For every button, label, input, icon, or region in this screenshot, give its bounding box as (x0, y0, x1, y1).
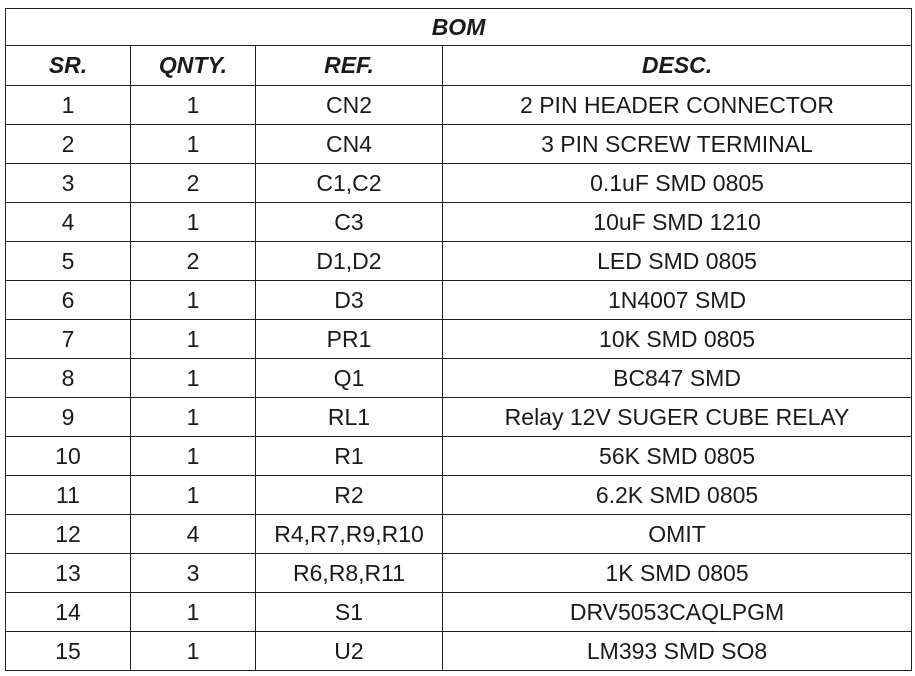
cell-sr: 14 (6, 593, 131, 632)
cell-desc: Relay 12V SUGER CUBE RELAY (443, 398, 912, 437)
cell-ref: Q1 (256, 359, 443, 398)
cell-sr: 12 (6, 515, 131, 554)
cell-ref: CN4 (256, 125, 443, 164)
cell-sr: 4 (6, 203, 131, 242)
cell-ref: PR1 (256, 320, 443, 359)
table-row (6, 398, 912, 437)
table-row (6, 515, 912, 554)
table-row (6, 125, 912, 164)
table-row (6, 203, 912, 242)
cell-desc: LM393 SMD SO8 (443, 632, 912, 671)
cell-sr: 11 (6, 476, 131, 515)
cell-ref: S1 (256, 593, 443, 632)
cell-desc: 56K SMD 0805 (443, 437, 912, 476)
cell-ref: CN2 (256, 86, 443, 125)
cell-sr: 8 (6, 359, 131, 398)
cell-desc: LED SMD 0805 (443, 242, 912, 281)
cell-qnty: 1 (131, 437, 256, 476)
cell-qnty: 1 (131, 86, 256, 125)
table-row (6, 554, 912, 593)
cell-sr: 13 (6, 554, 131, 593)
cell-sr: 5 (6, 242, 131, 281)
cell-sr: 2 (6, 125, 131, 164)
cell-qnty: 3 (131, 554, 256, 593)
table-title: BOM (6, 9, 912, 46)
cell-sr: 10 (6, 437, 131, 476)
header-row (6, 46, 912, 86)
header-qnty: QNTY. (131, 46, 256, 86)
cell-qnty: 2 (131, 164, 256, 203)
table-row (6, 437, 912, 476)
header-sr: SR. (6, 46, 131, 86)
cell-desc: 1N4007 SMD (443, 281, 912, 320)
header-ref: REF. (256, 46, 443, 86)
cell-qnty: 1 (131, 398, 256, 437)
cell-desc: DRV5053CAQLPGM (443, 593, 912, 632)
cell-qnty: 2 (131, 242, 256, 281)
bom-table (5, 8, 912, 671)
cell-desc: 0.1uF SMD 0805 (443, 164, 912, 203)
cell-desc: BC847 SMD (443, 359, 912, 398)
cell-ref: C1,C2 (256, 164, 443, 203)
table-row (6, 632, 912, 671)
cell-desc: 10K SMD 0805 (443, 320, 912, 359)
table-row (6, 242, 912, 281)
cell-desc: 3 PIN SCREW TERMINAL (443, 125, 912, 164)
cell-qnty: 1 (131, 125, 256, 164)
cell-ref: RL1 (256, 398, 443, 437)
cell-desc: 2 PIN HEADER CONNECTOR (443, 86, 912, 125)
table-row (6, 320, 912, 359)
cell-ref: R6,R8,R11 (256, 554, 443, 593)
cell-ref: U2 (256, 632, 443, 671)
cell-sr: 6 (6, 281, 131, 320)
table-row (6, 593, 912, 632)
table-row (6, 281, 912, 320)
table-row (6, 359, 912, 398)
cell-ref: R1 (256, 437, 443, 476)
cell-qnty: 4 (131, 515, 256, 554)
cell-qnty: 1 (131, 281, 256, 320)
cell-qnty: 1 (131, 476, 256, 515)
bom-body (6, 86, 912, 671)
cell-ref: C3 (256, 203, 443, 242)
table-row (6, 476, 912, 515)
title-row (6, 9, 912, 46)
table-row (6, 164, 912, 203)
cell-sr: 7 (6, 320, 131, 359)
cell-desc: OMIT (443, 515, 912, 554)
cell-ref: R2 (256, 476, 443, 515)
cell-sr: 9 (6, 398, 131, 437)
cell-qnty: 1 (131, 320, 256, 359)
cell-qnty: 1 (131, 359, 256, 398)
cell-qnty: 1 (131, 593, 256, 632)
cell-sr: 3 (6, 164, 131, 203)
cell-desc: 10uF SMD 1210 (443, 203, 912, 242)
cell-desc: 1K SMD 0805 (443, 554, 912, 593)
header-desc: DESC. (443, 46, 912, 86)
cell-ref: D1,D2 (256, 242, 443, 281)
cell-sr: 15 (6, 632, 131, 671)
cell-qnty: 1 (131, 632, 256, 671)
table-row (6, 86, 912, 125)
cell-qnty: 1 (131, 203, 256, 242)
cell-desc: 6.2K SMD 0805 (443, 476, 912, 515)
cell-ref: D3 (256, 281, 443, 320)
cell-sr: 1 (6, 86, 131, 125)
cell-ref: R4,R7,R9,R10 (256, 515, 443, 554)
